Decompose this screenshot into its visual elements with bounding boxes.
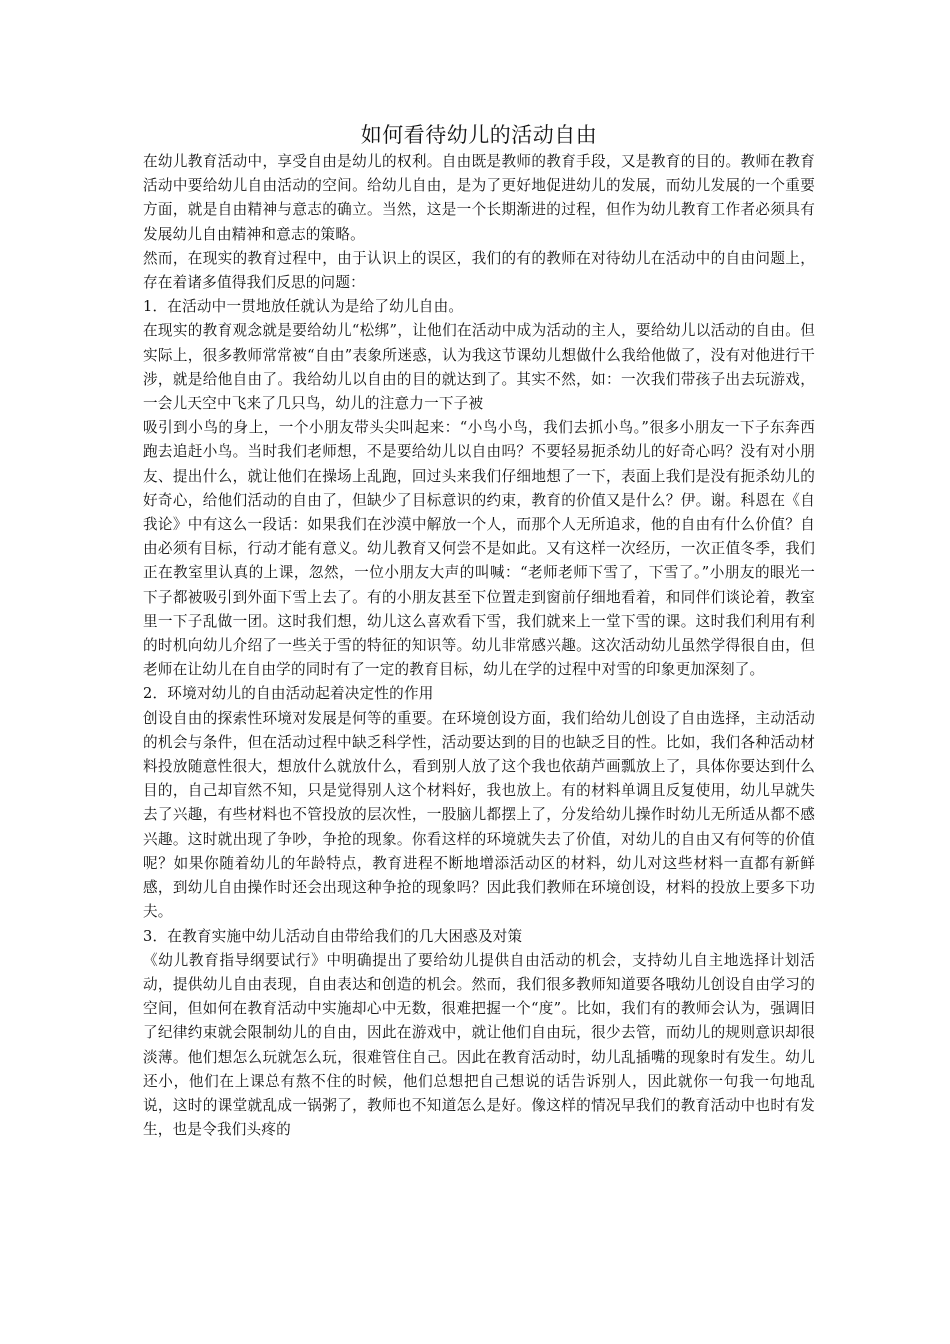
paragraph-problems: 然而，在现实的教育过程中，由于认识上的误区，我们的有的教师在对待幼儿在活动中的自由问题上，存在着诸多值得我们反思的问题： — [143, 249, 815, 292]
document-title: 如何看待幼儿的活动自由 — [360, 123, 598, 147]
heading-point-1: 1．在活动中一贯地放任就认为是给了幼儿自由。 — [143, 298, 464, 316]
paragraph-point-1-b: 吸引到小鸟的身上，一个小朋友带头尖叫起来：“小鸟小鸟，我们去抓小鸟。”很多小朋友一下子东奔西跑去追赶小鸟。当时我们老师想，不是要给幼儿以自由吗？不要轻易扼杀幼儿的好奇心吗？没有对小朋友、提出什么，就让他们在操场上乱跑，回过头来我们仔细地想了一下，表面上我们是没有扼杀幼儿的好奇心，给他们活动的自由了，但缺少了目标意识的约束，教育的价值又是什么？伊。谢。科恩在《自我论》中有这么一段话：如果我们在沙漠中解放一个人，而那个人无所追求，他的自由有什么价值？自由必须有目标，行动才能有意义。幼儿教育又何尝不是如此。又有这样一次经历，一次正值冬季，我们正在教室里认真的上课，忽然，一位小朋友大声的叫喊：“老师老师下雪了，下雪了。”小朋友的眼光一下子都被吸引到外面下雪上去了。有的小朋友甚至下位置走到窗前仔细地看着，和同伴们谈论着，教室里一下子乱做一团。这时我们想，幼儿这么喜欢看下雪，我们就来上一堂下雪的课。这时我们利用有利的时机向幼儿介绍了一些关于雪的特征的知识等。幼儿非常感兴趣。这次活动幼儿虽然学得很自由，但老师在让幼儿在自由学的同时有了一定的教育目标，幼儿在学的过程中对雪的印象更加深刻了。 — [143, 419, 815, 679]
paragraph-point-2: 创设自由的探索性环境对发展是何等的重要。在环境创设方面，我们给幼儿创设了自由选择，主动活动的机会与条件，但在活动过程中缺乏科学性，活动要达到的目的也缺乏目的性。比如，我们各种活动材料投放随意性很大，想放什么就放什么，看到别人放了这个我也依葫芦画瓢放上了，具体你要达到什么目的，自己却盲然不知，只是觉得别人这个材料好，我也放上。有的材料单调且反复使用，幼儿早就失去了兴趣，有些材料也不管投放的层次性，一股脑儿都摆上了，分发给幼儿操作时幼儿无所适从都不感兴趣。这时就出现了争吵，争抢的现象。你看这样的环境就失去了价值，对幼儿的自由又有何等的价值呢？如果你随着幼儿的年龄特点，教育进程不断地增添活动区的材料，幼儿对这些材料一直都有新鲜感，到幼儿自由操作时还会出现这种争抢的现象吗？因此我们教师在环境创设，材料的投放上要多下功夫。 — [143, 709, 815, 921]
document-page — [143, 120, 815, 1142]
paragraph-point-3: 《幼儿教育指导纲要试行》中明确提出了要给幼儿提供自由活动的机会，支持幼儿自主地选择计划活动，提供幼儿自由表现，自由表达和创造的机会。然而，我们很多教师知道要各哦幼儿创设自由学习的空间，但如何在教育活动中实施却心中无数，很难把握一个“度”。比如，我们有的教师会认为，强调旧了纪律约束就会限制幼儿的自由，因此在游戏中，就让他们自由玩，很少去管，而幼儿的规则意识却很淡薄。他们想怎么玩就怎么玩，很难管住自己。因此在教育活动时，幼儿乱插嘴的现象时有发生。幼儿还小，他们在上课总有熬不住的时候，他们总想把自己想说的话告诉别人，因此就你一句我一句地乱说，这时的课堂就乱成一锅粥了，教师也不知道怎么是好。像这样的情况早我们的教育活动中也时有发生，也是令我们头疼的 — [143, 951, 815, 1139]
paragraph-point-1-a: 在现实的教育观念就是要给幼儿“松绑”，让他们在活动中成为活动的主人，要给幼儿以活动的自由。但实际上，很多教师常常被“自由”表象所迷惑，认为我这节课幼儿想做什么我给他做了，没有对他进行干涉，就是给他自由了。我给幼儿以自由的目的就达到了。其实不然，如：一次我们带孩子出去玩游戏，一会儿天空中飞来了几只鸟，幼儿的注意力一下子被 — [143, 322, 815, 413]
heading-point-3: 3．在教育实施中幼儿活动自由带给我们的几大困惑及对策 — [143, 927, 523, 945]
heading-point-2: 2．环境对幼儿的自由活动起着决定性的作用 — [143, 685, 434, 703]
paragraph-intro: 在幼儿教育活动中，享受自由是幼儿的权利。自由既是教师的教育手段，又是教育的目的。教师在教育活动中要给幼儿自由活动的空间。给幼儿自由，是为了更好地促进幼儿的发展，而幼儿发展的一个重要方面，就是自由精神与意志的确立。当然，这是一个长期渐进的过程，但作为幼儿教育工作者必须具有发展幼儿自由精神和意志的策略。 — [143, 153, 815, 243]
